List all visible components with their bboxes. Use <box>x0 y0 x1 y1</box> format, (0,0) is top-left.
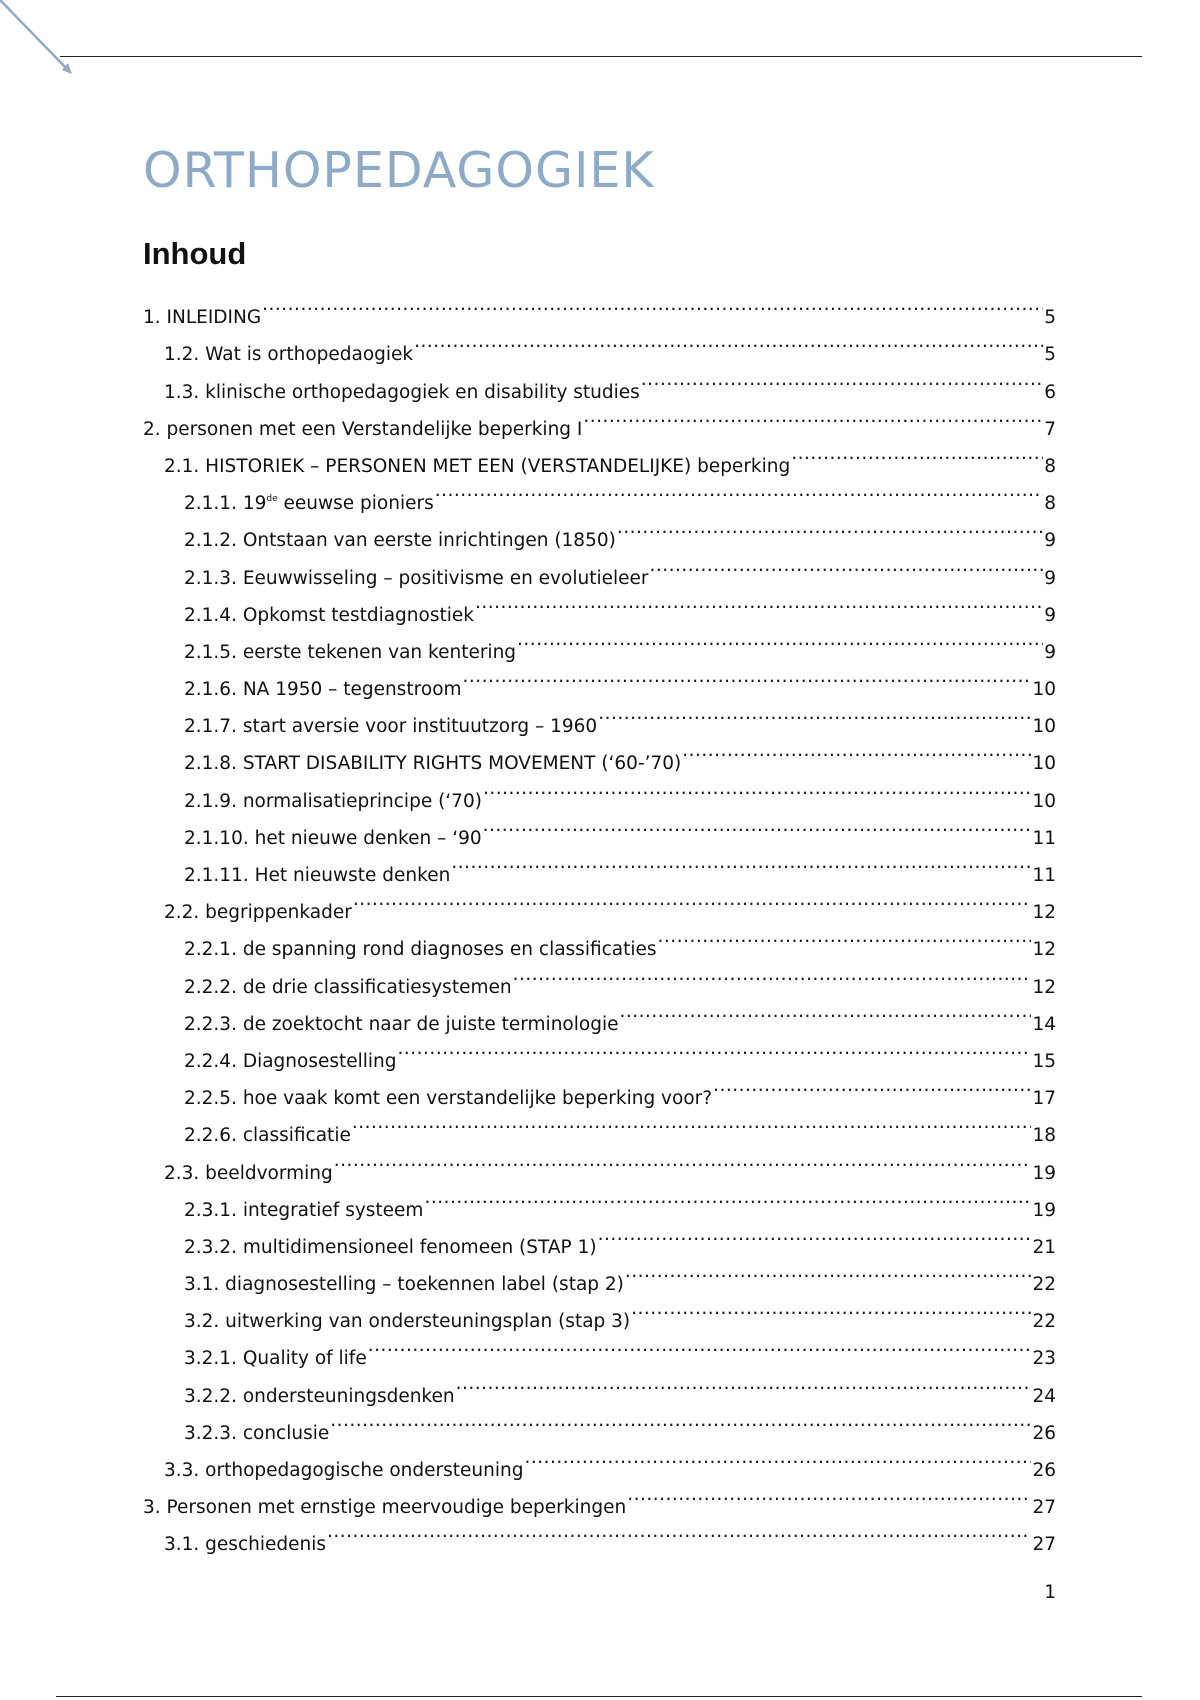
toc-entry-title: 2.1.8. START DISABILITY RIGHTS MOVEMENT (‘60-’70) <box>184 753 682 775</box>
toc-entry-title: 2.2.1. de spanning rond diagnoses en classificaties <box>184 939 657 961</box>
toc-entry-page: 6 <box>1044 381 1056 403</box>
toc-dot-leader <box>617 509 1043 546</box>
toc-dot-leader <box>791 435 1043 472</box>
footer-rule <box>56 1696 1142 1697</box>
toc-dot-leader <box>713 1067 1031 1104</box>
toc-entry-page: 11 <box>1032 827 1056 849</box>
toc-heading: Inhoud <box>143 236 247 271</box>
toc-entry-title: 2.2.5. hoe vaak komt een verstandelijke beperking voor? <box>184 1088 713 1110</box>
toc-dot-leader <box>682 732 1031 769</box>
toc-entry-page: 10 <box>1032 716 1056 738</box>
toc-entry-title: 3.1. diagnosestelling – toekennen label (stap 2) <box>184 1274 624 1296</box>
toc-dot-leader <box>649 546 1043 583</box>
toc-entry-page: 12 <box>1032 976 1056 998</box>
toc-entry-page: 9 <box>1044 567 1056 589</box>
toc-entry-page: 8 <box>1044 455 1056 477</box>
toc-entry-title: 1. INLEIDING <box>143 307 262 329</box>
toc-entry-page: 18 <box>1032 1125 1056 1147</box>
toc-dot-leader <box>424 1179 1031 1216</box>
toc-entry-page: 26 <box>1032 1422 1056 1444</box>
toc-entry-page: 23 <box>1032 1348 1056 1370</box>
toc-entry-page: 27 <box>1032 1534 1056 1556</box>
toc-entry-title: 2.2.3. de zoektocht naar de juiste terminologie <box>184 1013 619 1035</box>
document-title: ORTHOPEDAGOGIEK <box>143 142 655 199</box>
toc-entry-page: 15 <box>1032 1050 1056 1072</box>
toc-entry-page: 19 <box>1032 1162 1056 1184</box>
toc-entry-page: 5 <box>1044 344 1056 366</box>
toc-dot-leader <box>353 881 1032 918</box>
toc-dot-leader <box>398 1030 1032 1067</box>
toc-entry-title: 2.1.9. normalisatieprincipe (‘70) <box>184 790 482 812</box>
toc-dot-leader <box>641 360 1043 397</box>
toc-entry-page: 9 <box>1044 530 1056 552</box>
toc-dot-leader <box>414 323 1043 360</box>
toc-entry-page: 12 <box>1032 902 1056 924</box>
toc-entry-title: 2.2.6. classificatie <box>184 1125 351 1147</box>
toc-entry-page: 24 <box>1032 1385 1056 1407</box>
toc-dot-leader <box>524 1439 1031 1476</box>
toc-entry-page: 11 <box>1032 865 1056 886</box>
toc-dot-leader <box>368 1327 1032 1364</box>
toc-entry-title: 2.1.7. start aversie voor instituutzorg – 1960 <box>184 716 598 738</box>
toc-dot-leader <box>463 658 1032 695</box>
toc-entry-title: 3.2.3. conclusie <box>184 1422 330 1444</box>
toc-entry-title: 2.2.2. de drie classificatiesystemen <box>184 976 512 998</box>
toc-entry-title: 2.1.5. eerste tekenen van kentering <box>184 641 517 663</box>
page-number: 1 <box>1044 1582 1056 1603</box>
toc-entry-title: 3. Personen met ernstige meervoudige beperkingen <box>143 1497 627 1519</box>
toc-entry-title: 2.3.1. integratief systeem <box>184 1199 424 1221</box>
toc-entry-title: 2.1.3. Eeuwwisseling – positivisme en evolutieleer <box>184 567 649 589</box>
toc-entry-page: 10 <box>1032 790 1056 812</box>
toc-entry-page: 9 <box>1044 604 1056 626</box>
toc-entry-title: 3.2. uitwerking van ondersteuningsplan (stap 3) <box>184 1311 631 1333</box>
toc-entry-page: 5 <box>1044 307 1056 329</box>
toc-entry-page: 10 <box>1032 679 1056 701</box>
toc-dot-leader <box>583 398 1043 435</box>
toc-dot-leader <box>631 1290 1031 1327</box>
toc-entry-title: 2.1.6. NA 1950 – tegenstroom <box>184 679 462 701</box>
toc-entry-page: 10 <box>1032 753 1056 775</box>
toc-entry-page: 14 <box>1032 1013 1056 1035</box>
toc-dot-leader <box>627 1476 1031 1513</box>
toc-entry-title: 2.1. HISTORIEK – PERSONEN MET EEN (VERSTANDELIJKE) beperking <box>164 455 791 477</box>
toc-entry-page: 27 <box>1032 1497 1056 1519</box>
toc-dot-leader <box>658 918 1032 955</box>
toc-entry-title: 2. personen met een Verstandelijke beperking I <box>143 418 583 440</box>
toc-entry-title: 1.2. Wat is orthopedaogiek <box>164 344 414 366</box>
toc-entry-title: 2.1.2. Ontstaan van eerste inrichtingen (1850) <box>184 530 616 552</box>
toc-dot-leader <box>598 695 1031 732</box>
toc-entry-title: 2.1.11. Het nieuwste denken <box>184 865 451 886</box>
toc-entry-title: 2.2. begrippenkader <box>164 902 352 924</box>
toc-entry-page: 22 <box>1032 1311 1056 1333</box>
corner-arrow-icon <box>0 0 80 80</box>
toc-entry-page: 21 <box>1032 1236 1056 1258</box>
toc-dot-leader <box>352 1104 1032 1141</box>
toc-dot-leader <box>513 955 1032 992</box>
toc-entry-title: 2.1.10. het nieuwe denken – ‘90 <box>184 827 482 849</box>
toc-entry-title: 2.3. beeldvorming <box>164 1162 333 1184</box>
toc-entry-title: 2.2.4. Diagnosestelling <box>184 1050 397 1072</box>
toc-dot-leader <box>451 844 1031 881</box>
toc-entry-title: 3.1. geschiedenis <box>164 1534 326 1556</box>
toc-dot-leader <box>475 584 1043 621</box>
toc-entry-page: 19 <box>1032 1199 1056 1221</box>
toc-entry-page: 17 <box>1032 1088 1056 1110</box>
toc-dot-leader <box>330 1402 1031 1439</box>
toc-entry-title: 2.1.1. 19de eeuwse pioniers <box>184 493 434 515</box>
toc-dot-leader <box>483 769 1032 806</box>
toc-entry-title: 3.2.2. ondersteuningsdenken <box>184 1385 455 1407</box>
header-rule <box>60 56 1142 57</box>
toc-entry-page: 26 <box>1032 1460 1056 1481</box>
toc-entry-title: 1.3. klinische orthopedagogiek en disability studies <box>164 381 640 403</box>
toc-dot-leader <box>598 1216 1032 1253</box>
toc-dot-leader <box>334 1141 1032 1178</box>
toc-entry-title: 3.2.1. Quality of life <box>184 1348 367 1370</box>
toc-dot-leader <box>619 993 1031 1030</box>
toc-dot-leader <box>517 621 1043 658</box>
toc-dot-leader <box>262 286 1043 323</box>
toc-dot-leader <box>327 1513 1031 1550</box>
toc-entry-title: 3.3. orthopedagogische ondersteuning <box>164 1460 524 1481</box>
toc-dot-leader <box>456 1364 1032 1401</box>
toc-dot-leader <box>483 807 1032 844</box>
toc-entry-page: 12 <box>1032 939 1056 961</box>
toc-entry-title: 2.3.2. multidimensioneel fenomeen (STAP 1) <box>184 1236 597 1258</box>
toc-entry-page: 22 <box>1032 1274 1056 1296</box>
toc-entry-page: 8 <box>1044 493 1056 515</box>
table-of-contents <box>143 286 1056 1556</box>
toc-entry[interactable] <box>143 286 1056 329</box>
toc-entry[interactable] <box>143 323 1056 366</box>
toc-entry-page: 7 <box>1044 418 1056 440</box>
toc-entry-page: 9 <box>1044 641 1056 663</box>
toc-dot-leader <box>435 472 1044 509</box>
toc-dot-leader <box>625 1253 1032 1290</box>
toc-entry-title: 2.1.4. Opkomst testdiagnostiek <box>184 604 474 626</box>
